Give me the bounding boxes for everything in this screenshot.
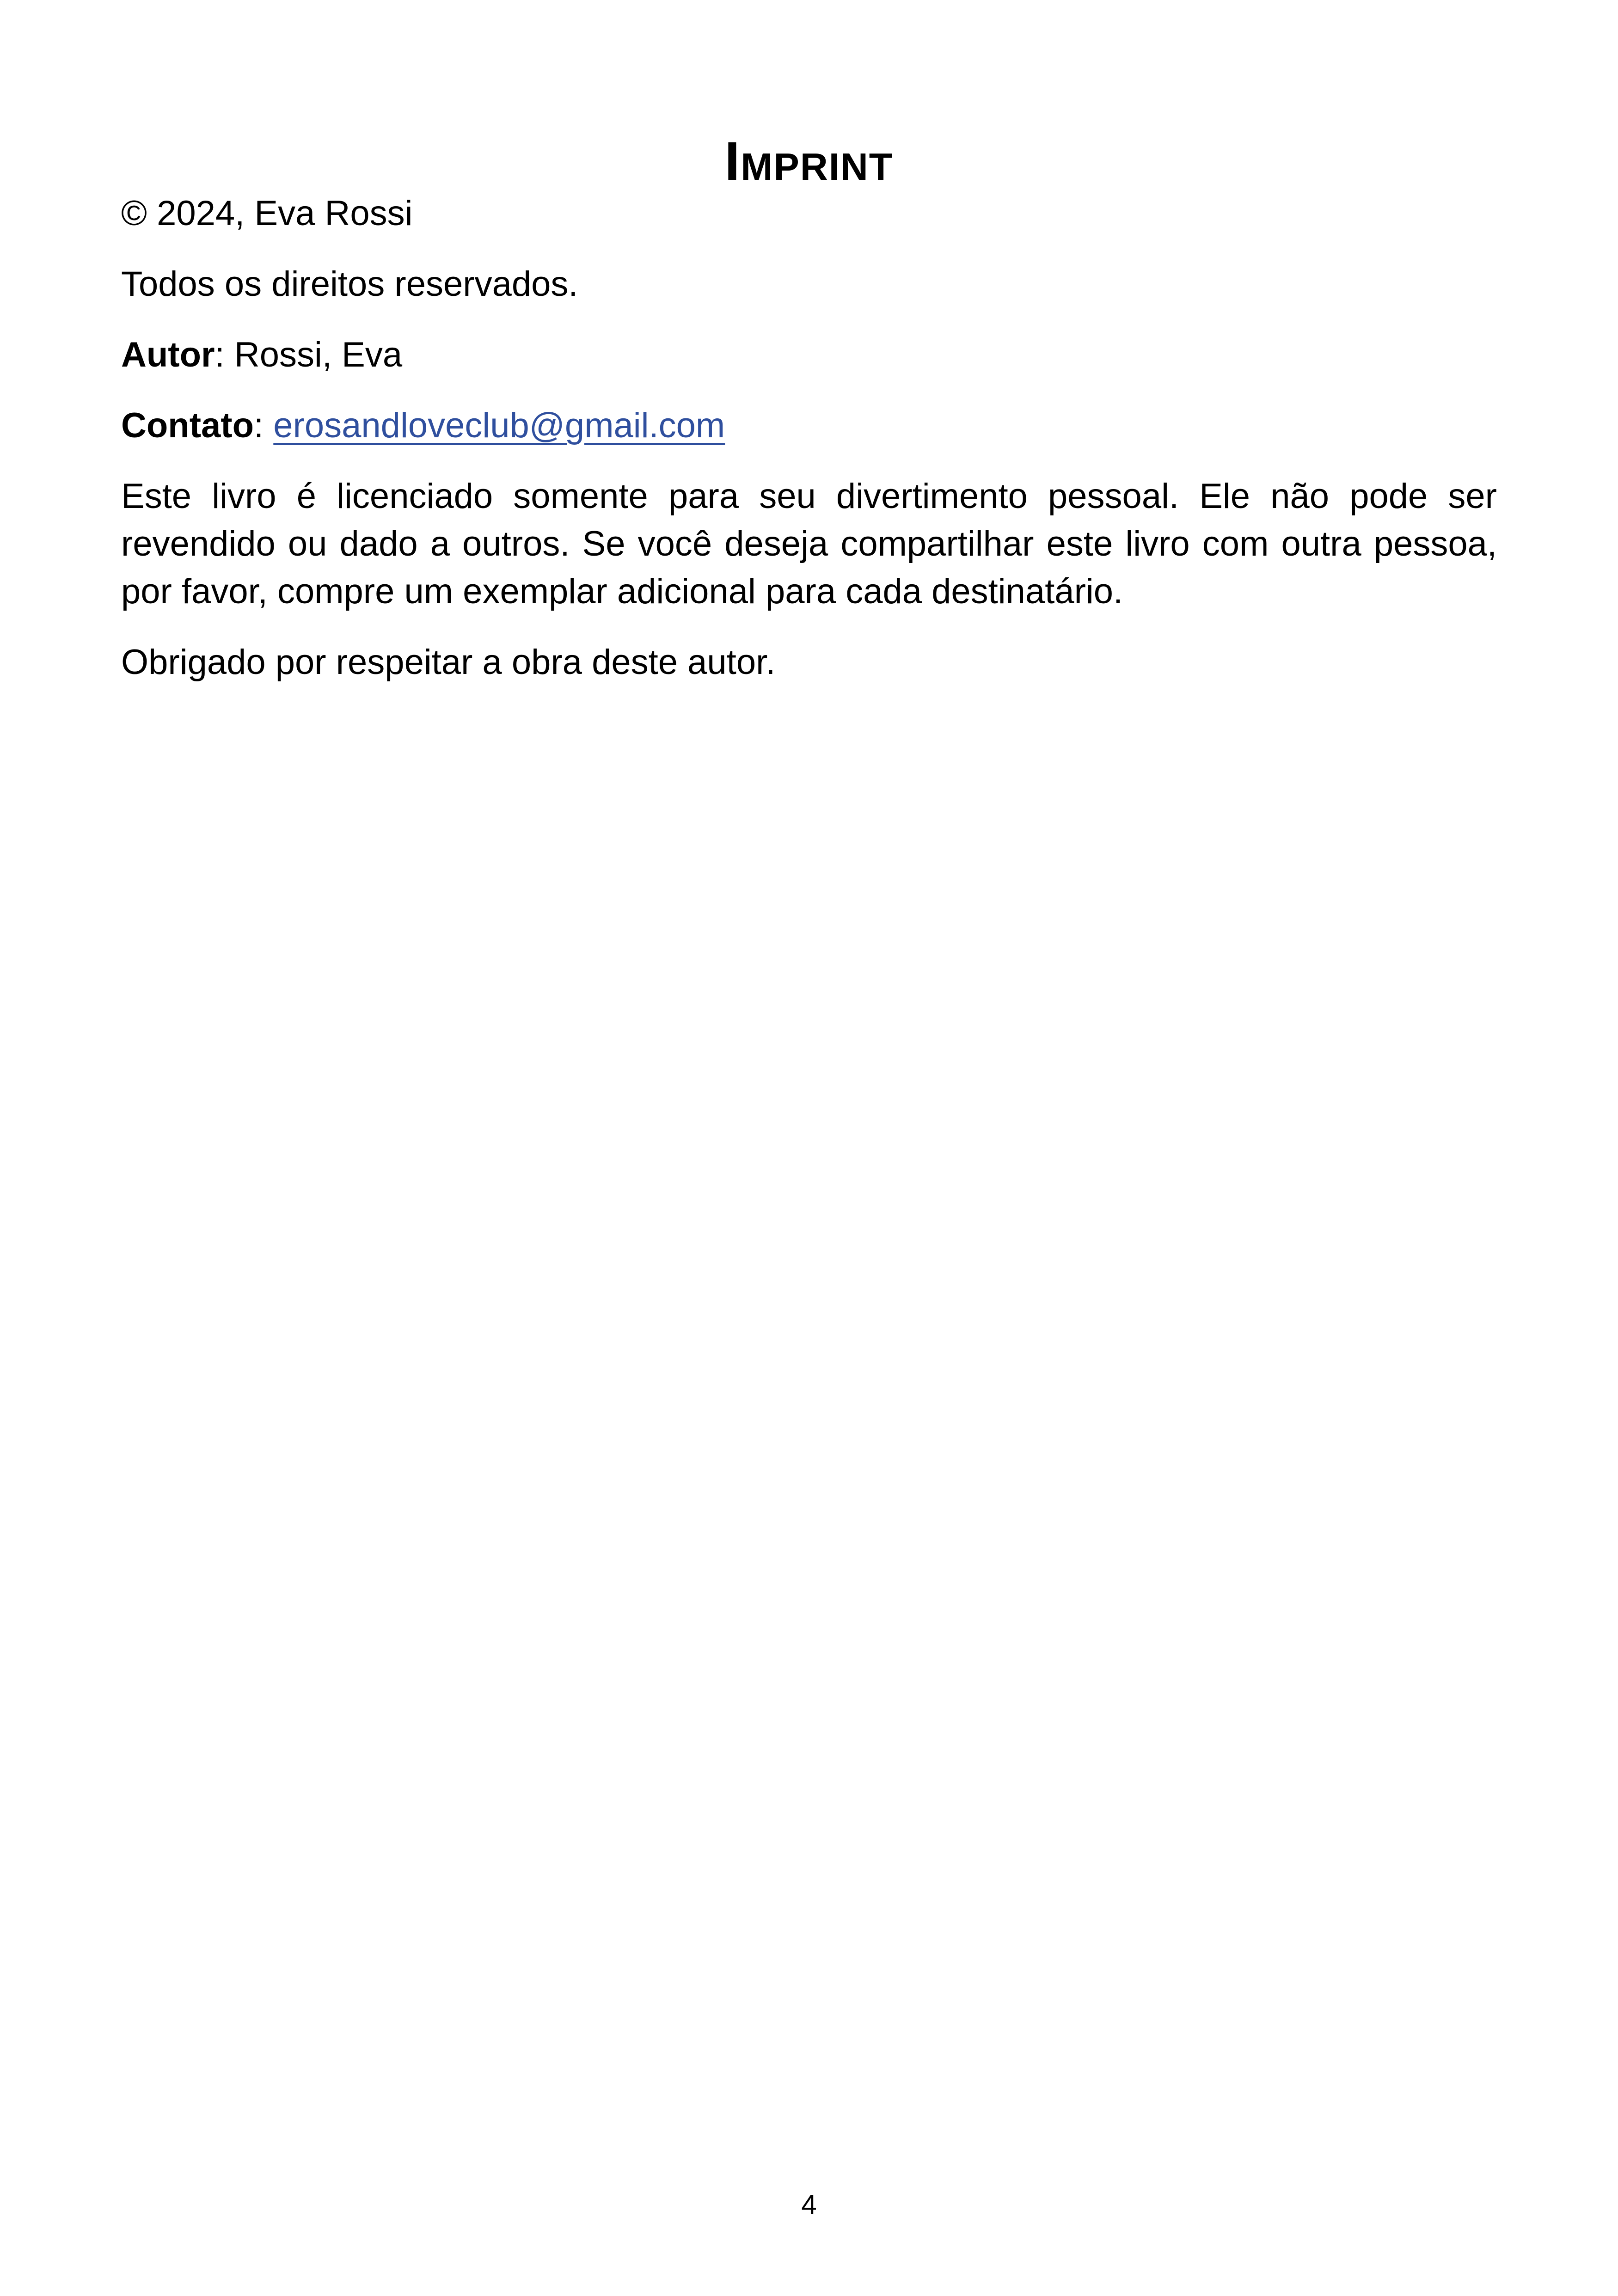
license-paragraph: Este livro é licenciado somente para seu divertimento pessoal. Ele não pode ser revendido ou dado a outros. Se você deseja compartilhar este livro com outra pessoa, por favor, compre um exemplar adicional para cada destinatário. [121,477,1497,611]
author-separator: : [215,335,225,374]
imprint-content [121,190,1497,709]
page-number: 4 [801,2189,817,2220]
author-line [121,331,1497,379]
page-title: Imprint [724,131,894,192]
contact-line [121,402,1497,449]
author-label: Autor [121,335,215,374]
contact-email-link[interactable]: erosandloveclub@gmail.com [273,406,725,445]
contact-separator: : [254,406,264,445]
rights-line: Todos os direitos reservados. [121,264,578,304]
contact-label: Contato [121,406,254,445]
copyright-line: © 2024, Eva Rossi [121,194,413,233]
author-value: Rossi, Eva [224,335,403,374]
thanks-line: Obrigado por respeitar a obra deste autor. [121,643,776,682]
